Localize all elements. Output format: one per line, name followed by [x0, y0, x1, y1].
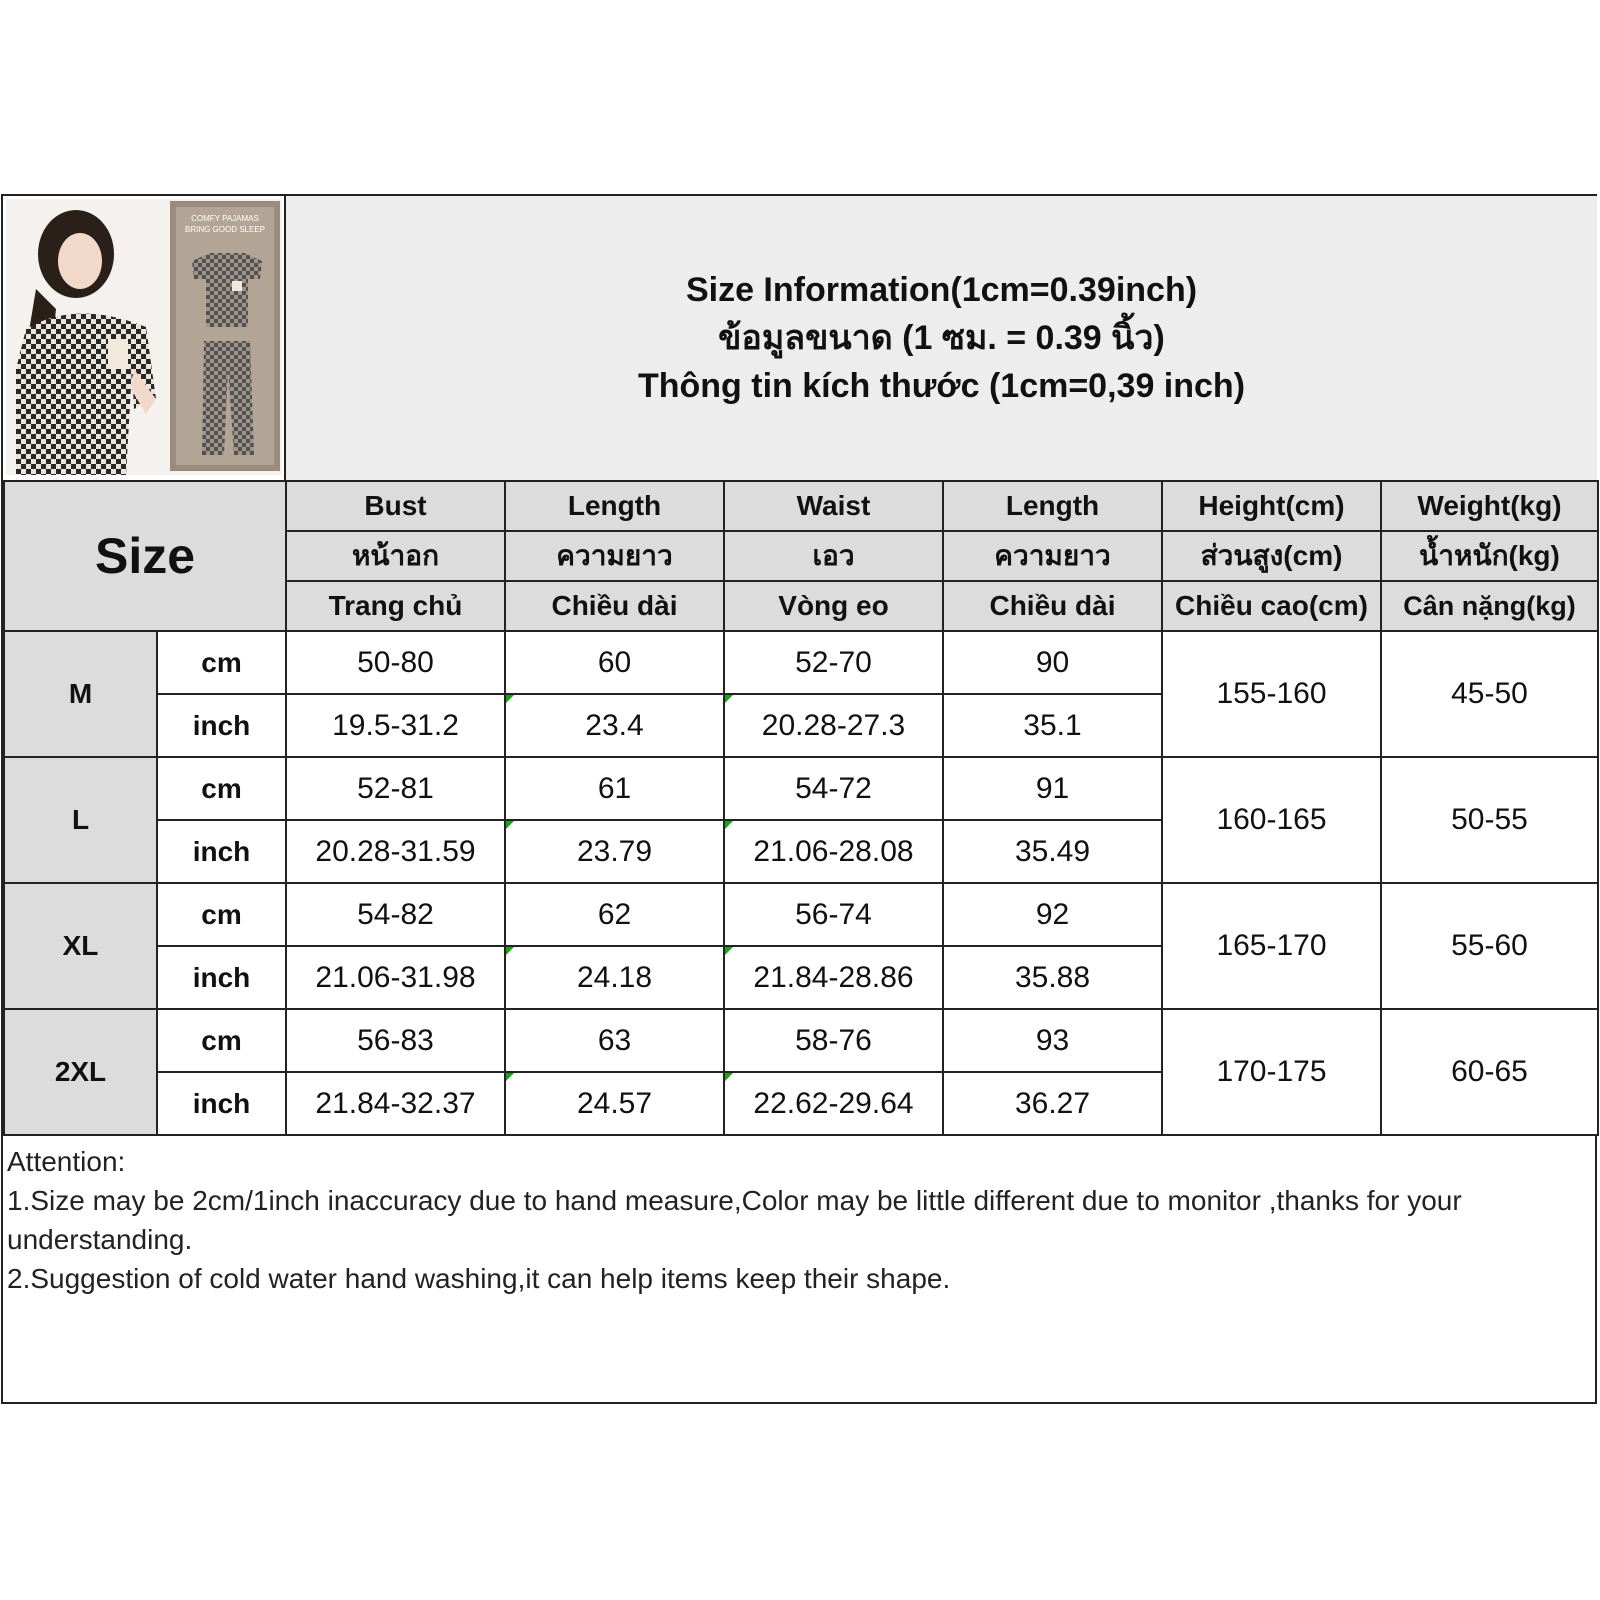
col-header-th: น้ำหนัก(kg) [1381, 531, 1598, 581]
cell-bust-cm: 54-82 [286, 883, 505, 946]
col-header-th: หน้าอก [286, 531, 505, 581]
size-label: L [4, 757, 157, 883]
cell-weight: 60-65 [1381, 1009, 1598, 1135]
cell-pants-length-cm: 91 [943, 757, 1162, 820]
cell-pants-length-inch: 36.27 [943, 1072, 1162, 1135]
title-thai: ข้อมูลขนาด (1 ซม. = 0.39 นิ้ว) [718, 319, 1165, 357]
cell-waist-inch: 22.62-29.64 [724, 1072, 943, 1135]
cell-bust-cm: 50-80 [286, 631, 505, 694]
cell-waist-cm: 56-74 [724, 883, 943, 946]
size-header: Size [4, 481, 286, 631]
cell-pants-length-cm: 93 [943, 1009, 1162, 1072]
cell-pants-length-inch: 35.49 [943, 820, 1162, 883]
cell-waist-cm: 52-70 [724, 631, 943, 694]
col-header-en: Length [505, 481, 724, 531]
cell-height: 170-175 [1162, 1009, 1381, 1135]
cell-waist-inch: 21.84-28.86 [724, 946, 943, 1009]
col-header-th: ความยาว [505, 531, 724, 581]
title-vietnamese: Thông tin kích thước (1cm=0,39 inch) [637, 367, 1246, 405]
col-header-vi: Chiều cao(cm) [1162, 581, 1381, 631]
cell-length-inch: 23.4 [505, 694, 724, 757]
size-chart [1, 194, 1597, 1404]
cell-waist-cm: 58-76 [724, 1009, 943, 1072]
attention-heading: Attention: [7, 1146, 126, 1177]
cell-length-inch: 23.79 [505, 820, 724, 883]
col-header-th: ความยาว [943, 531, 1162, 581]
cell-height: 155-160 [1162, 631, 1381, 757]
unit-label: inch [157, 820, 286, 883]
cell-length-cm: 62 [505, 883, 724, 946]
col-header-vi: Vòng eo [724, 581, 943, 631]
table-row [4, 883, 1598, 946]
size-label: XL [4, 883, 157, 1009]
col-header-en: Length [943, 481, 1162, 531]
col-header-vi: Chiều dài [505, 581, 724, 631]
unit-label: cm [157, 757, 286, 820]
col-header-vi: Cân nặng(kg) [1381, 581, 1598, 631]
cell-bust-inch: 19.5-31.2 [286, 694, 505, 757]
product-photo [6, 199, 282, 475]
cell-length-inch: 24.18 [505, 946, 724, 1009]
cell-waist-inch: 20.28-27.3 [724, 694, 943, 757]
cell-length-cm: 63 [505, 1009, 724, 1072]
attention-line-1: 1.Size may be 2cm/1inch inaccuracy due to hand measure,Color may be little different due to monitor ,thanks for your understanding. [7, 1185, 1462, 1255]
unit-label: inch [157, 946, 286, 1009]
cell-weight: 55-60 [1381, 883, 1598, 1009]
photo-caption-1: COMFY PAJAMAS [191, 214, 259, 223]
col-header-vi: Chiều dài [943, 581, 1162, 631]
cell-height: 165-170 [1162, 883, 1381, 1009]
cell-pants-length-inch: 35.1 [943, 694, 1162, 757]
col-header-en: Weight(kg) [1381, 481, 1598, 531]
table-row [4, 1009, 1598, 1072]
banner [3, 196, 1597, 482]
title-area [286, 196, 1597, 480]
size-label: M [4, 631, 157, 757]
product-photo-art [6, 199, 282, 475]
cell-length-inch: 24.57 [505, 1072, 724, 1135]
unit-label: inch [157, 1072, 286, 1135]
col-header-th: ส่วนสูง(cm) [1162, 531, 1381, 581]
cell-weight: 45-50 [1381, 631, 1598, 757]
cell-pants-length-inch: 35.88 [943, 946, 1162, 1009]
cell-waist-cm: 54-72 [724, 757, 943, 820]
unit-label: inch [157, 694, 286, 757]
title-english: Size Information(1cm=0.39inch) [685, 271, 1198, 309]
cell-bust-inch: 21.84-32.37 [286, 1072, 505, 1135]
cell-pants-length-cm: 90 [943, 631, 1162, 694]
cell-height: 160-165 [1162, 757, 1381, 883]
size-table [3, 480, 1599, 1136]
size-label: 2XL [4, 1009, 157, 1135]
cell-pants-length-cm: 92 [943, 883, 1162, 946]
col-header-vi: Trang chủ [286, 581, 505, 631]
col-header-th: เอว [724, 531, 943, 581]
unit-label: cm [157, 883, 286, 946]
table-row [4, 631, 1598, 694]
cell-length-cm: 61 [505, 757, 724, 820]
table-row [4, 757, 1598, 820]
attention-line-2: 2.Suggestion of cold water hand washing,it can help items keep their shape. [7, 1263, 951, 1294]
cell-bust-inch: 20.28-31.59 [286, 820, 505, 883]
col-header-en: Waist [724, 481, 943, 531]
col-header-en: Height(cm) [1162, 481, 1381, 531]
col-header-en: Bust [286, 481, 505, 531]
cell-waist-inch: 21.06-28.08 [724, 820, 943, 883]
unit-label: cm [157, 1009, 286, 1072]
cell-length-cm: 60 [505, 631, 724, 694]
photo-caption-2: BRING GOOD SLEEP [184, 225, 266, 234]
cell-weight: 50-55 [1381, 757, 1598, 883]
attention-notes [7, 1142, 1587, 1298]
cell-bust-inch: 21.06-31.98 [286, 946, 505, 1009]
cell-bust-cm: 52-81 [286, 757, 505, 820]
cell-bust-cm: 56-83 [286, 1009, 505, 1072]
unit-label: cm [157, 631, 286, 694]
